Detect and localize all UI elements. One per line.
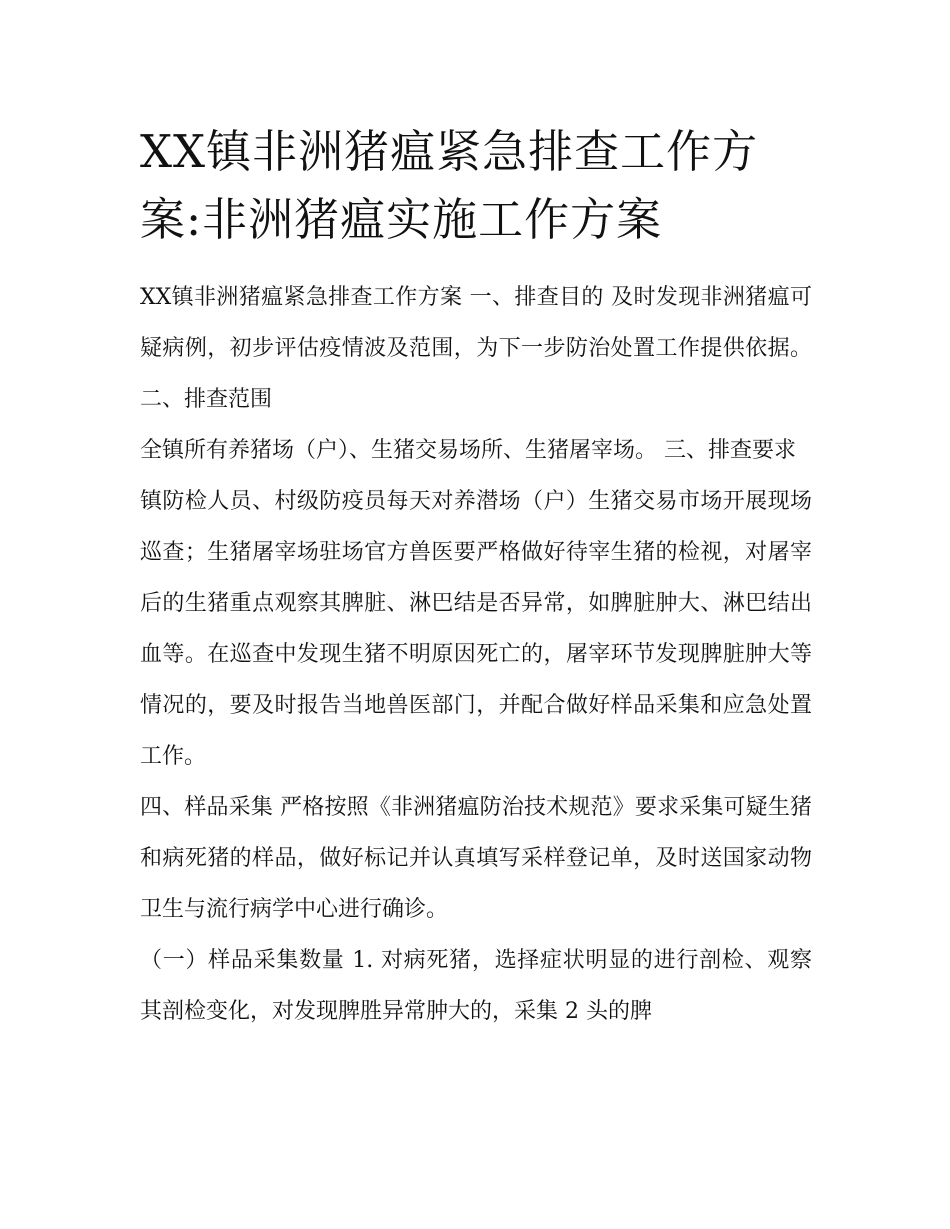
paragraph-sampling: 四、样品采集 严格按照《非洲猪瘟防治技术规范》要求采集可疑生猪和病死猪的样品，做好标记并认真填写采样登记单，及时送国家动物卫生与流行病学中心进行确诊。: [140, 795, 812, 922]
paragraph-requirements: 镇防检人员、村级防疫员每天对养潜场（户）生猪交易市场开展现场巡查；生猪屠宰场驻场官方兽医要严格做好待宰生猪的检视，对屠宰后的生猪重点观察其脾脏、淋巴结是否异常，如脾脏肿大、淋巴结出血等。在巡查中发现生猪不明原因死亡的，屠宰环节发现脾脏肿大等情况的，要及时报告当地兽医部门，并配合做好样品采集和应急处置工作。: [140, 489, 812, 769]
paragraph-sample-quantity: （一）样品采集数量 1. 对病死猪，选择症状明显的进行剖检、观察其剖检变化，对发现脾胜异常肿大的，采集 2 头的脾: [140, 948, 812, 1024]
paragraph-purpose: XX镇非洲猪瘟紧急排查工作方案 一、排查目的 及时发现非洲猪瘟可疑病例，初步评估疫情波及范围，为下一步防治处置工作提供依据。 二、排查范围: [140, 285, 812, 412]
paragraph-scope: 全镇所有养猪场（户）、生猪交易场所、生猪屠宰场。 三、排查要求: [140, 438, 796, 463]
document-title: XX镇非洲猪瘟紧急排查工作方案:非洲猪瘟实施工作方案: [140, 125, 759, 246]
document-page: [140, 118, 812, 1037]
